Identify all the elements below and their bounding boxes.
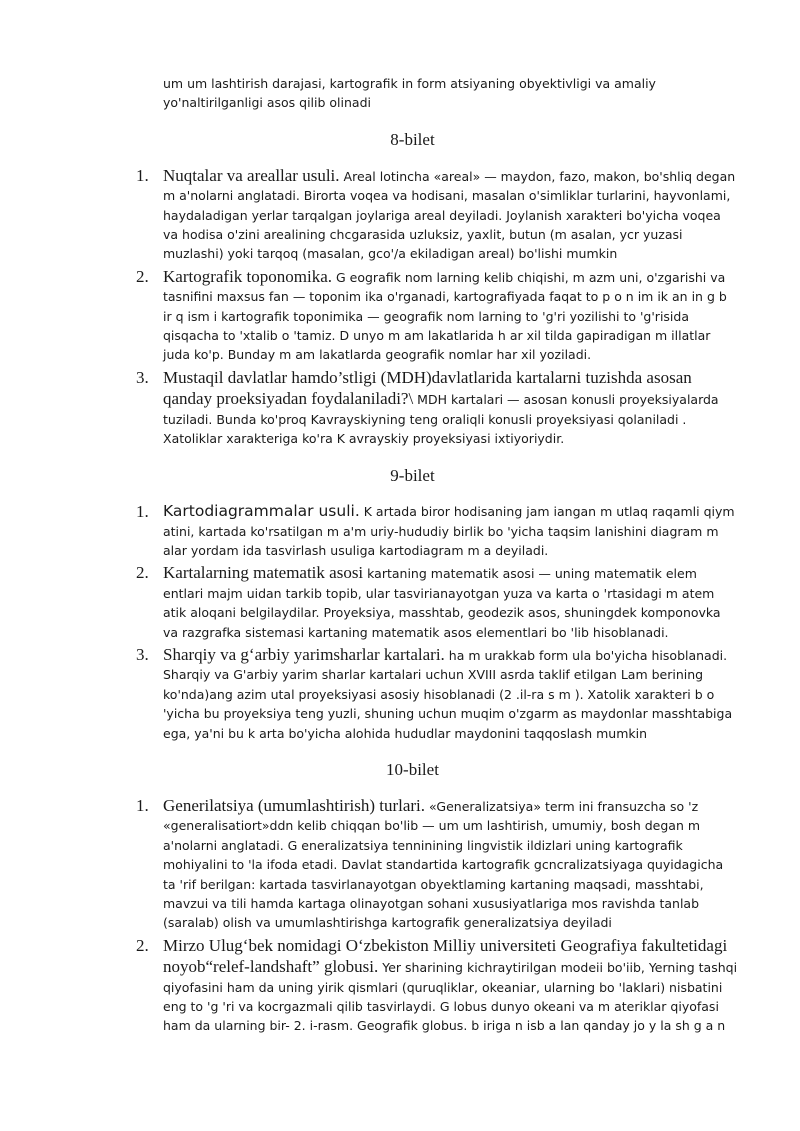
item-title: Kartalarning matematik asosi <box>163 563 364 583</box>
section-heading: 8-bilet <box>390 129 435 149</box>
question-list <box>136 501 738 743</box>
item-number: 2. <box>136 935 149 955</box>
question-item <box>136 367 738 449</box>
question-item <box>136 266 738 365</box>
item-number: 1. <box>136 165 149 185</box>
item-body: kartaning matematik asosi — uning matematik elem entlari majm uidan tarkib topib, ular tasvirianayotgan yuza va karta o 'rtasidagi m atem atik aloqani belgilaydilar. Proyeksiya, masshtab, geodezik asos, shuningdek komponovka va razgrafka sistemasi kartaning matematik asos elementlari bo 'lib hisoblanadi. <box>163 566 721 640</box>
question-item <box>136 501 738 561</box>
section-heading: 9-bilet <box>390 465 435 485</box>
item-title: Mirzo Ulug‘bek nomidagi O‘zbekiston Milliy universiteti Geografiya fakultetidagi noyob“relef-landshaft” globusi. <box>163 935 728 977</box>
item-number: 2. <box>136 266 149 286</box>
item-title: Kartografik toponomika. <box>163 266 333 286</box>
question-item <box>136 562 738 642</box>
question-item <box>136 644 738 743</box>
section-8 <box>136 129 738 449</box>
item-title: Generilatsiya (umumlashtirish) turlari. <box>163 795 426 815</box>
item-title: Mustaqil davlatlar hamdo’stligi (MDH)davlatlarida kartalarni tuzishda asosan qanday proeksiyadan foydalaniladi?\ <box>163 367 692 409</box>
question-item <box>136 795 738 933</box>
item-number: 1. <box>136 795 149 815</box>
item-body: K artada biror hodisaning jam iangan m utlaq raqamli qiym atini, kartada ko'rsatilgan m a'm uriy-hududiy birlik bo 'yicha taqsim lanishini diagram m alar yordam ida tasvirlash usuliga kartodiagram m a deyiladi. <box>163 503 735 558</box>
item-number: 1. <box>136 501 149 521</box>
question-list <box>136 795 738 1036</box>
item-body: ha m urakkab form ula bo'yicha hisoblanadi. Sharqiy va G'arbiy yarim sharlar kartalari uchun XVIII asrda taklif etilgan Lam berining ko'nda)ang azim utal proyeksiyasi asosiy hisoblanadi (2 .il-ra s m ). Xatolik xarakteri b o 'yicha bu proyeksiya teng yuzli, shuning uchun muqim o'zgarm as maydonlar masshtabiga ega, ya'ni bu k arta bo'yicha alohida hududlar maydonini taqqoslash mumkin <box>163 647 733 741</box>
item-number: 3. <box>136 644 149 664</box>
item-title: Sharqiy va g‘arbiy yarimsharlar kartalari. <box>163 644 445 664</box>
intro-paragraph: um um lashtirish darajasi, kartografik in form atsiyaning obyektivligi va amaliy yo'naltirilganligi asos qilib olinadi <box>163 76 656 111</box>
item-body: «Generalizatsiya» term ini fransuzcha so 'z «generalisatiort»ddn kelib chiqqan bo'lib — um um lashtirish, umumiy, bosh degan m a'nolarni anglatadi. G eneralizatsiya tenninining lingvistik ildizlari uning kartografik mohiyalini to 'la ifoda etadi. Davlat standartida kartografik gcncralizatsiyaga quyidagicha ta 'rif berilgan: kartada tasvirlanayotgan obyektlaming kartaning maqsadi, masshtabi, mavzui va tili hamda kartaga olinayotgan sohani xususiyatlariga mos ravishda tanlab (saralab) olish va umumlashtirishga kartografik generalizatsiya deyiladi <box>163 798 724 931</box>
section-10 <box>136 759 738 1036</box>
item-title: Kartodiagrammalar usuli. <box>163 501 360 520</box>
item-number: 2. <box>136 563 149 583</box>
item-body: Areal lotincha «areal» — maydon, fazo, makon, bo'shliq degan m a'nolarni anglatadi. Birorta voqea va hodisani, masalan o'simliklar turlarini, hayvonlami, haydaladigan yerlar tarqalgan joylariga areal deyiladi. Joylanish xarakteri bo'yicha voqea va hodisa o'zini arealining chcgarasida uzluksiz, yaxlit, butun (m asalan, ycr yuzasi muzlashi) yoki tarqoq (masalan, gco'/a ekiladigan areal) bo'lishi mumkin <box>163 168 736 262</box>
item-number: 3. <box>136 367 149 387</box>
question-list <box>136 165 738 449</box>
item-body: G eografik nom larning kelib chiqishi, m azm uni, o'zgarishi va tasnifini maxsus fan — toponim ika o'rganadi, kartografiyada faqat to p o n im ik an in g b ir q ism i kartografik toponimika — geografik nom larning to 'g'ri yozilishi to 'g'risida qisqacha to 'xtalib o 'tamiz. D unyo m am lakatlarida h ar xil tilda gapiradigan m illatlar juda ko'p. Bunday m am lakatlarda geografik nomlar har xil yoziladi. <box>163 269 727 363</box>
item-title: Nuqtalar va areallar usuli. <box>163 165 340 185</box>
question-item <box>136 165 738 264</box>
section-9 <box>136 465 738 743</box>
question-item <box>136 935 738 1036</box>
section-heading: 10-bilet <box>386 759 439 779</box>
item-body: Yer sharining kichraytirilgan modeii bo'iib, Yerning tashqi qiyofasini ham da uning yirik qismlari (quruqliklar, okeaniar, ularning bo 'laklari) nisbatini eng to 'g 'ri va kocrgazmali qilib tasvirlaydi. G lobus dunyo okeani va m ateriklar qiyofasi ham da ularning bir- 2. i-rasm. Geografik globus. b iriga n isb a lan qanday jo y la sh g a n <box>163 960 738 1034</box>
item-body: MDH kartalari — asosan konusli proyeksiyalarda tuziladi. Bunda ko'proq Kavrayskiyning teng oraliqli konusli proyeksiyasi qolaniladi . Xatoliklar xarakteriga ko'ra K avrayskiy proyeksiyasi ixtiyoriydir. <box>163 392 719 447</box>
